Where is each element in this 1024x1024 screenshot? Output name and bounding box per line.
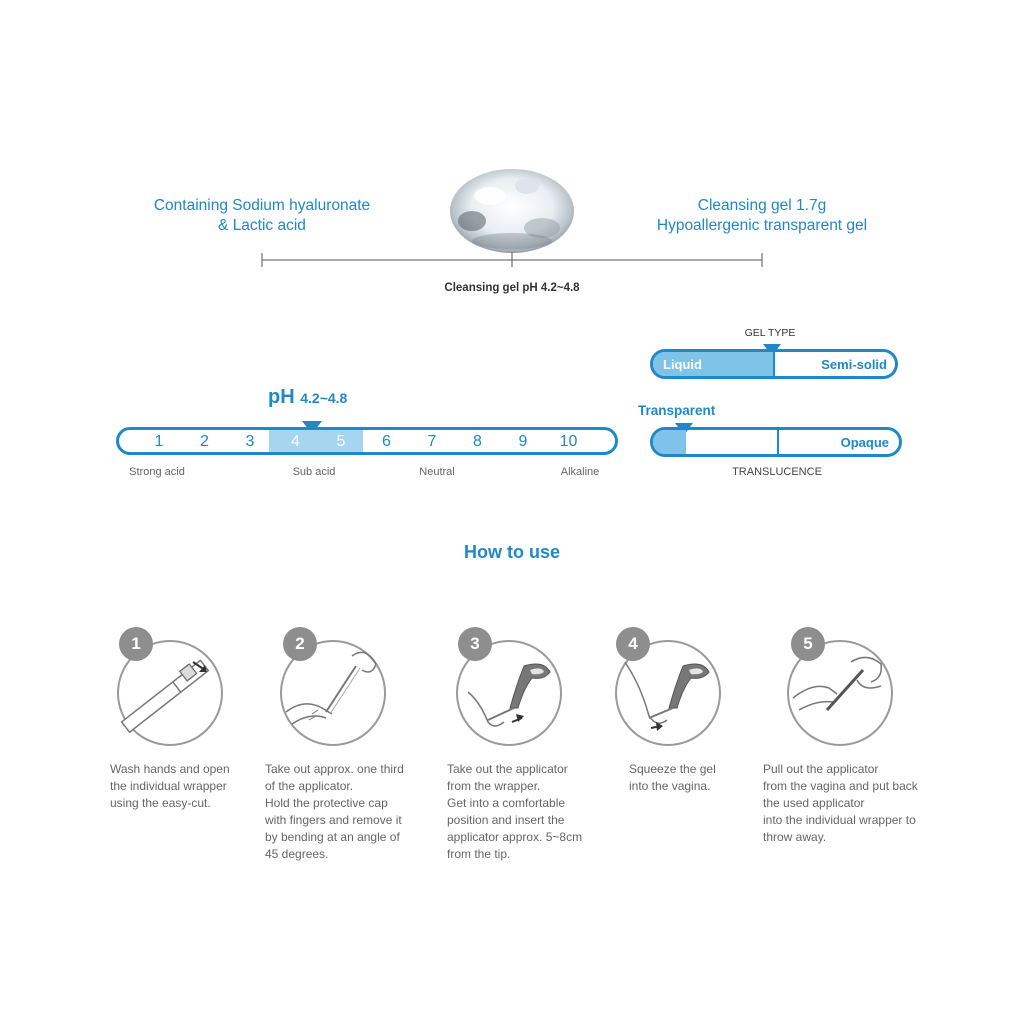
translucence-label: TRANSLUCENCE [732,466,822,478]
ph-number-8: 8 [473,433,482,450]
ph-label-alkaline: Alkaline [560,466,600,478]
step-3-text: Take out the applicator from the wrapper. Get into a comfortable position and insert the applicator approx. 5~8cm from the tip. [447,762,583,861]
gel-type-semisolid: Semi-solid [821,357,887,372]
translucence-bar [650,427,902,457]
ph-number-5: 5 [336,433,346,450]
feature-ingredients: Containing Sodium hyaluronate & Lactic acid [153,197,371,234]
ph-number-7: 7 [427,433,437,450]
step-1-text: Wash hands and open the individual wrapper using the easy-cut. [110,762,230,810]
gel-type-bar [650,349,898,379]
ph-number-6: 6 [382,433,391,450]
step-5-text: Pull out the applicator from the vagina and put back the used applicator into the individual wrapper to throw away. [763,762,918,844]
step-3-badge: 3 [458,627,492,661]
ph-label-neutral: Neutral [419,466,455,478]
step-4-text: Squeeze the gel into the vagina. [629,762,716,793]
ph-label-sub-acid: Sub acid [292,466,336,478]
gel-drop-image [442,156,582,256]
ph-title [268,386,347,409]
ph-title-label: pH [268,386,295,408]
gel-type-liquid: Liquid [663,357,702,372]
translucence-fill [653,430,686,454]
step-2-badge: 2 [283,627,317,661]
ph-range: 4.2~4.8 [300,390,348,406]
ph-number-9: 9 [518,433,528,450]
step-1-badge: 1 [119,627,153,661]
how-to-use-title: How to use [463,542,560,562]
step-4-badge: 4 [616,627,650,661]
translucence-divider [777,430,779,454]
translucence-opaque: Opaque [840,435,889,450]
gel-type-divider [773,352,775,376]
feature-gel-info: Cleansing gel 1.7g Hypoallergenic transparent gel [656,197,868,234]
ph-number-4: 4 [291,433,300,450]
translucence-transparent: Transparent [638,403,716,418]
step-5-badge: 5 [791,627,825,661]
ph-label-strong-acid: Strong acid [129,466,185,478]
step-2-text: Take out approx. one third of the applicator. Hold the protective cap with fingers and remove it by bending at an angle of 45 degrees. [265,762,404,861]
ph-number-1: 1 [154,433,164,450]
gel-type-title: GEL TYPE [744,327,796,339]
feature-bracket-line [258,250,766,268]
ph-scale-bar [116,427,618,455]
gel-ph-caption: Cleansing gel pH 4.2~4.8 [444,282,580,294]
ph-number-10: 10 [559,433,578,450]
ph-number-2: 2 [200,433,209,450]
ph-number-3: 3 [245,433,255,450]
